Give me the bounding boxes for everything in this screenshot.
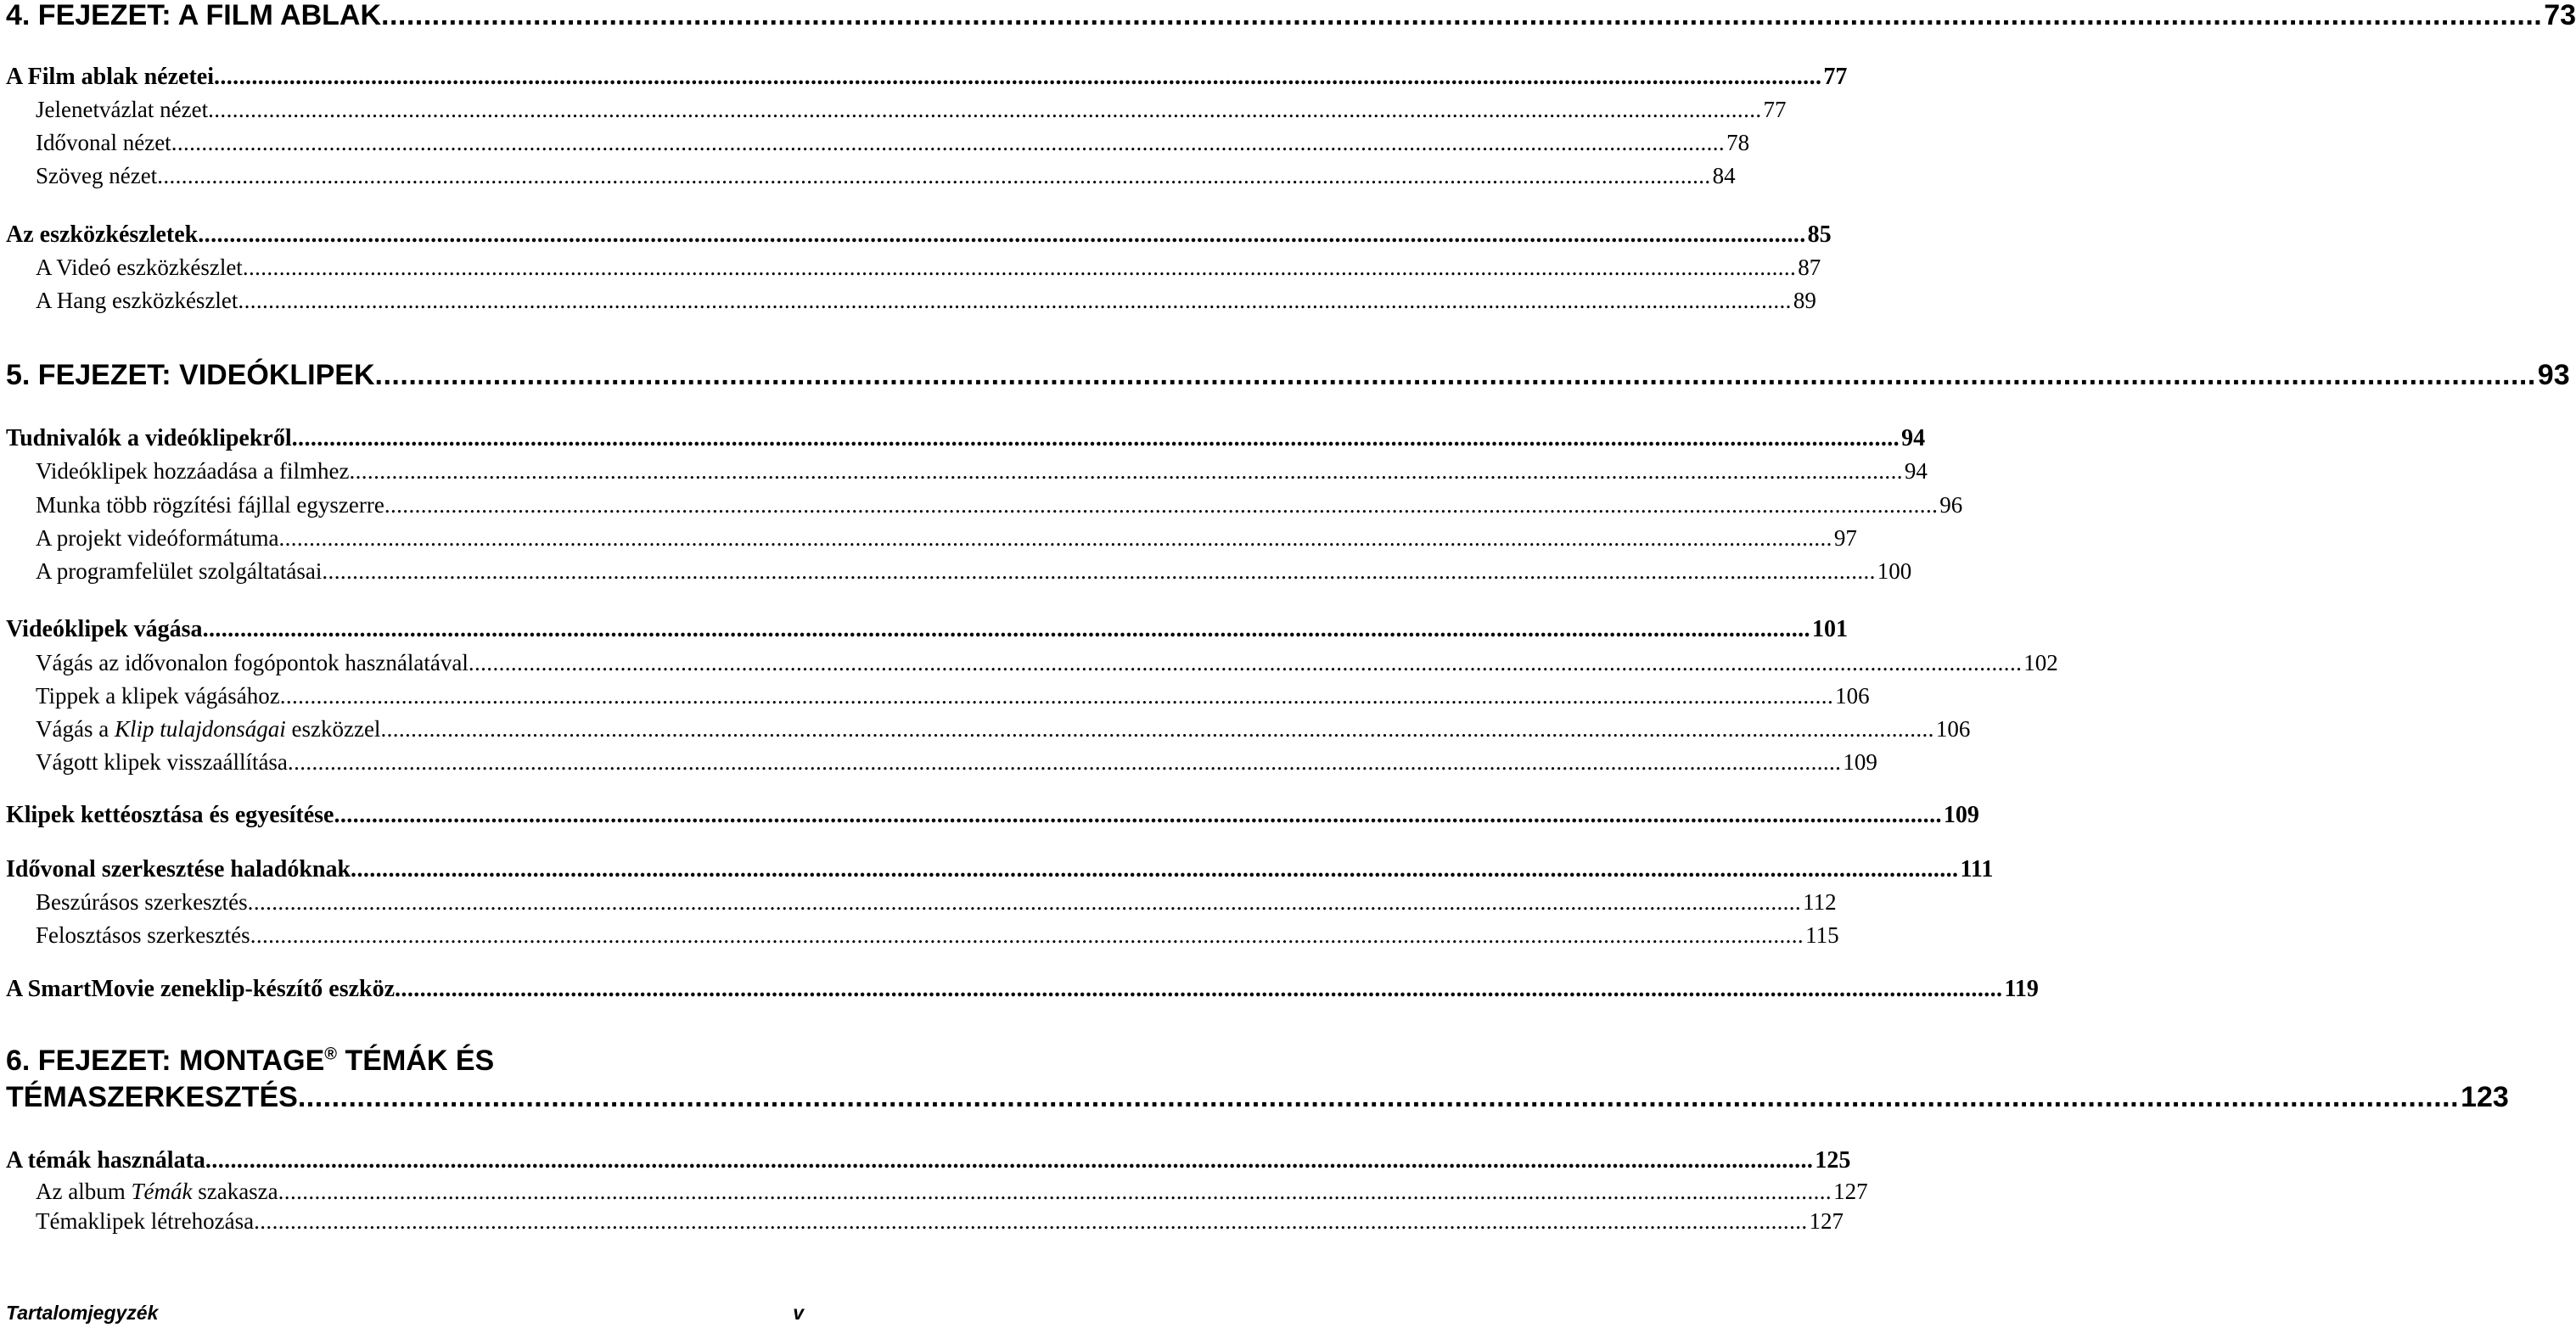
toc-entry-text: eszközzel [285,716,381,742]
toc-entry[interactable] [6,714,1971,743]
toc-entry-title: TÉMÁK ÉS [337,1045,495,1077]
toc-page-number: 115 [1805,922,1839,948]
dot-leader [322,557,1875,585]
toc-entry-text: Az album [36,1179,132,1204]
toc-entry-emphasis: Témák [131,1179,193,1204]
toc-entry[interactable] [6,855,1994,884]
toc-entry-title: Vágott klipek visszaállítása [36,749,288,775]
toc-page-number: 127 [1833,1179,1868,1204]
toc-entry-title: Tippek a klipek vágásához [36,683,280,709]
dot-leader [334,801,1941,830]
dot-leader [278,1177,1832,1206]
toc-entry[interactable] [6,648,2058,677]
toc-entry-title: Jelenetvázlat nézet [36,97,209,122]
toc-entry-title: A SmartMovie zeneklip-készítő eszköz [6,976,396,1002]
dot-leader [381,0,2542,32]
toc-entry-title: Idővonal szerkesztése haladóknak [6,856,351,882]
dot-leader [384,490,1938,519]
toc-page-number: 77 [1763,97,1787,122]
toc-entry-title: A Film ablak nézetei [6,64,214,90]
toc-entry-title: Tudnivalók a videóklipekről [6,425,292,451]
toc-page-number: 94 [1901,425,1926,451]
toc-entry[interactable] [6,457,1928,485]
toc-entry[interactable] [6,253,1821,282]
toc-entry-title: 6. FEJEZET: MONTAGE [6,1045,325,1077]
toc-entry-title: Beszúrásos szerkesztés [36,889,248,915]
toc-page-number: 100 [1877,558,1912,584]
dot-leader [292,424,1900,453]
toc-entry-title: 5. FEJEZET: VIDEÓKLIPEK [6,359,375,391]
toc-entry[interactable] [6,975,2039,1004]
toc-page-number: 109 [1843,749,1877,775]
toc-entry[interactable] [6,524,1857,552]
toc-entry[interactable] [6,1146,1851,1175]
dot-leader [469,648,2022,677]
toc-page-number: 77 [1823,64,1848,90]
toc-page-number: 101 [1811,616,1848,642]
registered-mark: ® [324,1045,338,1064]
toc-page-number: 111 [1960,856,1994,882]
toc-entry-text: Vágás a [36,716,115,742]
toc-entry[interactable] [6,63,1848,92]
dot-leader [298,1080,2459,1114]
dot-leader [214,63,1821,92]
toc-entry-title: Felosztásos szerkesztés [36,922,250,948]
toc-entry[interactable] [6,221,1832,249]
toc-page-number: 102 [2023,650,2058,675]
toc-page-number: 109 [1943,802,1979,828]
toc-entry-title: Témaklipek létrehozása [36,1208,255,1234]
page-footer [6,1302,804,1325]
toc-entry-text: szakasza [192,1179,278,1204]
toc-entry[interactable] [6,128,1750,157]
dot-leader [205,1146,1813,1175]
toc-page-number: 127 [1809,1208,1844,1234]
toc-entry-title [36,1177,278,1206]
toc-entry-title: Klipek kettéosztása és egyesítése [6,802,334,828]
toc-page-number: 89 [1793,288,1816,313]
dot-leader [349,457,1902,485]
toc-chapter-6[interactable] [6,1080,2509,1114]
dot-leader [171,128,1725,157]
toc-entry[interactable] [6,490,1963,519]
toc-entry[interactable] [6,748,1877,776]
toc-page-number: 84 [1712,163,1736,188]
toc-entry-title: Videóklipek hozzáadása a filmhez [36,458,350,484]
toc-entry-title: Az eszközkészletek [6,221,199,248]
toc-page-number: 125 [1815,1147,1851,1174]
toc-page-number: 106 [1835,683,1870,709]
toc-entry-title: A témák használata [6,1147,205,1174]
toc-entry[interactable] [6,424,1926,453]
toc-entry-title: Idővonal nézet [36,130,171,155]
dot-leader [288,748,1841,776]
toc-entry[interactable] [6,161,1736,190]
toc-chapter-5[interactable] [6,358,2570,392]
toc-page-number: 85 [1807,221,1832,248]
dot-leader [250,921,1804,950]
toc-entry[interactable] [6,95,1787,124]
dot-leader [375,358,2536,392]
toc-chapter-6-line-1[interactable] [6,1044,804,1078]
toc-entry-title: A Hang eszközkészlet [36,288,239,313]
toc-entry-title: 4. FEJEZET: A FILM ABLAK [6,0,381,31]
dot-leader [380,714,1933,743]
toc-entry-title: Szöveg nézet [36,163,158,188]
toc-page-number: 97 [1833,525,1857,551]
toc-page-number: 106 [1935,716,1971,742]
dot-leader [208,95,1761,124]
toc-entry-emphasis: Klip tulajdonságai [114,716,286,742]
toc-entry[interactable] [6,557,1912,585]
dot-leader [395,975,2002,1004]
toc-entry-title [36,714,380,743]
dot-leader [238,286,1791,315]
toc-page-number: 119 [2004,976,2039,1002]
dot-leader [243,253,1796,282]
toc-entry-title: TÉMASZERKESZTÉS [6,1081,298,1113]
toc-page-number: 123 [2461,1081,2509,1113]
toc-entry[interactable] [6,801,1979,830]
dot-leader [280,681,1833,710]
toc-entry-title: A Videó eszközkészlet [36,255,243,280]
toc-entry[interactable] [6,888,1837,916]
toc-page-number: 96 [1939,492,1963,518]
footer-title: Tartalomjegyzék [6,1302,159,1324]
toc-entry-title: Videóklipek vágása [6,616,203,642]
toc-entry[interactable] [6,921,1839,950]
toc-page-number: 93 [2537,359,2570,391]
toc-page-number: 78 [1726,130,1750,155]
toc-page-number: 87 [1798,255,1821,280]
toc-chapter-4[interactable] [6,0,2576,32]
dot-leader [203,615,1810,644]
toc-entry-title: Munka több rögzítési fájllal egyszerre [36,492,384,518]
toc-entry[interactable] [6,1207,1844,1235]
toc-page-number: 94 [1904,458,1928,484]
toc-entry[interactable] [6,681,1870,710]
toc-page-number: 112 [1803,889,1837,915]
toc-entry-title: A projekt videóformátuma [36,525,279,551]
dot-leader [278,524,1832,552]
toc-entry[interactable] [6,615,1848,644]
dot-leader [198,221,1805,249]
toc-entry-title: Vágás az idővonalon fogópontok használatával [36,650,469,675]
footer-page-number: v [793,1302,804,1324]
dot-leader [254,1207,1807,1235]
dot-leader [351,855,1958,884]
toc-entry[interactable] [6,286,1816,315]
toc-page-number: 73 [2544,0,2576,31]
dot-leader [248,888,1801,916]
dot-leader [157,161,1710,190]
toc-entry[interactable] [6,1177,1868,1206]
toc-entry-title: A programfelület szolgáltatásai [36,558,323,584]
